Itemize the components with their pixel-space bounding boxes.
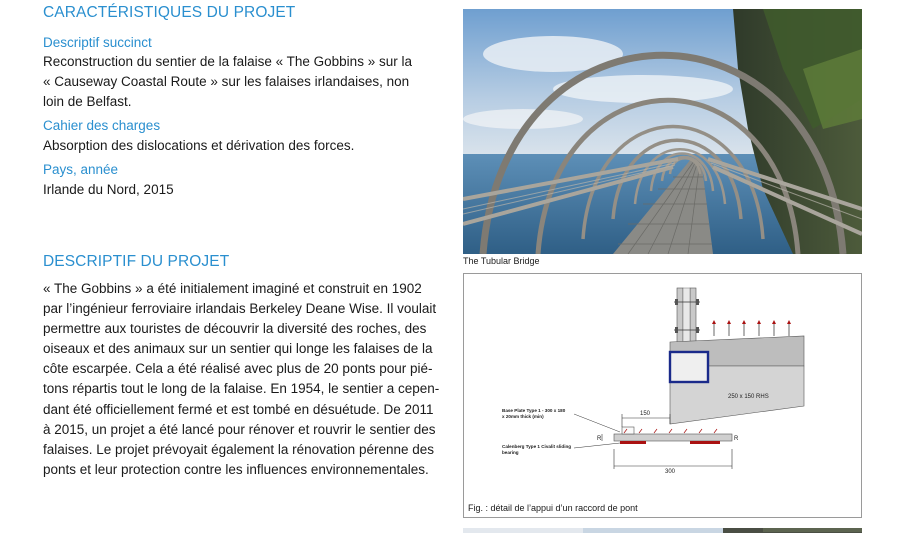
country-text: Irlande du Nord, 2015 (43, 182, 174, 197)
section-heading-characteristics: CARACTÉRISTIQUES DU PROJET (43, 4, 296, 21)
bearing-label-line1: Calenberg Type 1 Civalit sliding (502, 444, 572, 449)
technical-figure (463, 273, 862, 518)
paragraph-line: permettre aux touristes de découvrir la diversité des roches, des (43, 321, 427, 337)
summary-text (43, 52, 412, 112)
description-paragraph (43, 279, 438, 480)
paragraph-line: oiseaux et des animaux sur un sentier qui longe les falaises de la (43, 341, 433, 357)
figure-caption: Fig. : détail de l’appui d’un raccord de pont (468, 503, 638, 513)
paragraph-line: à 2015, un projet a été lancé pour rénover et rouvrir le sentier des (43, 421, 436, 437)
paragraph-line: côte escarpée. Cela a été réalisé avec plus de 20 ponts pour pié- (43, 361, 433, 377)
tubular-bridge-photo (463, 9, 862, 254)
rhs-label: 250 x 150 RHS (728, 394, 769, 400)
base-plate-label-line1: Base Plate Type 1 - 300 x 180 (502, 408, 566, 413)
paragraph-line: dant été officiellement fermé et est tombé en désuétude. De 2011 (43, 401, 434, 417)
paragraph-line: ponts et leur protection contre les influences environnementales. (43, 461, 429, 477)
bridge-support-drawing (464, 274, 861, 499)
summary-line: « Causeway Coastal Route » sur les falaises irlandaises, non (43, 74, 410, 89)
cliff-photo-cropped (463, 524, 862, 533)
section-heading-description: DESCRIPTIF DU PROJET (43, 253, 230, 270)
paragraph-line: par l’ingénieur ferroviaire irlandais Berkeley Deane Wise. Il voulait (43, 301, 437, 317)
bearing-label-line2: bearing (502, 450, 519, 455)
base-plate-label-line2: x 20mm thick (min) (502, 414, 544, 419)
summary-line: loin de Belfast. (43, 94, 132, 109)
paragraph-line: « The Gobbins » a été initialement imaginé et construit en 1902 (43, 281, 422, 296)
photo-caption: The Tubular Bridge (463, 256, 540, 266)
summary-label: Descriptif succinct (43, 35, 152, 50)
country-label: Pays, année (43, 162, 119, 177)
dim-150: 150 (640, 411, 651, 417)
specs-label: Cahier des charges (43, 118, 161, 133)
dim-300: 300 (665, 469, 676, 475)
specs-text: Absorption des dislocations et dérivation des forces. (43, 138, 355, 153)
r-mark-left: R (597, 436, 602, 442)
paragraph-line: falaises. Le projet prévoyait également la rénovation pérenne des (43, 441, 434, 457)
r-mark-right: R (734, 436, 739, 442)
summary-line: Reconstruction du sentier de la falaise « The Gobbins » sur la (43, 54, 412, 69)
paragraph-line: tons répartis tout le long de la falaise. En 1954, le sentier a cepen- (43, 381, 440, 397)
